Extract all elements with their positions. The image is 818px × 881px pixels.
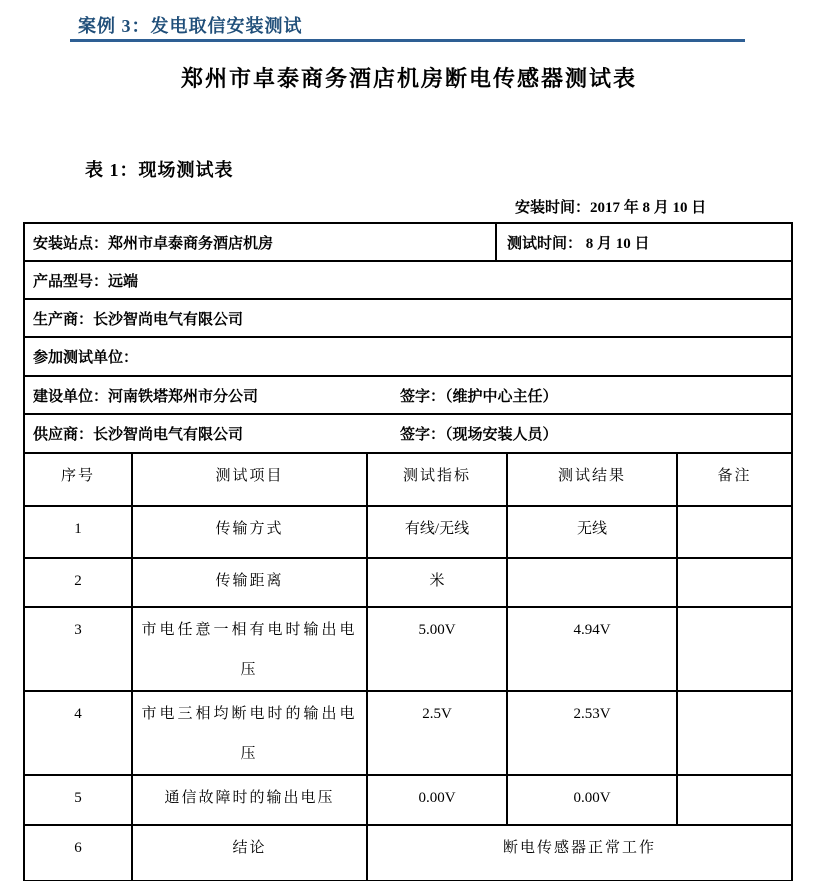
supplier-cell <box>25 415 558 452</box>
manufacturer-cell: 生产商：长沙智尚电气有限公司 <box>33 311 244 328</box>
indicator-cell: 0.00V <box>367 775 507 825</box>
builder-label: 建设单位：河南铁塔郑州市分公司 <box>33 388 259 405</box>
no-cell: 2 <box>25 558 132 607</box>
header-indicator: 测试指标 <box>367 454 507 506</box>
header-no: 序号 <box>25 454 132 506</box>
item-cell: 传输距离 <box>132 558 367 607</box>
test-row-5 <box>25 775 791 825</box>
test-row-3 <box>25 607 791 691</box>
test-time-cell: 测试时间： 8 月 10 日 <box>507 235 650 252</box>
result-cell <box>507 558 677 607</box>
header-item: 测试项目 <box>132 454 367 506</box>
test-results-table <box>25 454 791 880</box>
indicator-cell: 2.5V <box>367 691 507 775</box>
item-cell: 通信故障时的输出电压 <box>132 775 367 825</box>
conclusion-cell: 断电传感器正常工作 <box>502 840 656 856</box>
item-cell: 结论 <box>132 825 367 880</box>
supplier-label: 供应商：长沙智尚电气有限公司 <box>33 427 244 443</box>
product-model-cell: 产品型号：远端 <box>33 273 139 290</box>
install-time-label: 安装时间：2017 年 8 月 10 日 <box>515 200 707 216</box>
indicator-cell: 5.00V <box>367 607 507 691</box>
info-row-manufacturer <box>25 300 791 338</box>
test-row-1 <box>25 506 791 558</box>
note-cell <box>677 691 791 775</box>
heading-rule <box>70 39 745 42</box>
info-row-supplier <box>25 415 791 454</box>
case-heading: 案例 3：发电取信安装测试 <box>78 16 303 36</box>
no-cell: 3 <box>25 607 132 691</box>
builder-sign-label: 签字：（维护中心主任） <box>400 388 558 405</box>
no-cell: 6 <box>25 825 132 880</box>
result-cell: 4.94V <box>507 607 677 691</box>
info-row-builder <box>25 377 791 415</box>
test-row-4 <box>25 691 791 775</box>
test-row-6 <box>25 825 791 880</box>
result-cell: 2.53V <box>507 691 677 775</box>
result-cell: 0.00V <box>507 775 677 825</box>
station-cell: 安装站点：郑州市卓泰商务酒店机房 <box>25 224 497 260</box>
note-cell <box>677 775 791 825</box>
builder-cell <box>25 377 558 413</box>
table-caption: 表 1：现场测试表 <box>85 160 234 180</box>
info-row-station <box>25 224 791 262</box>
indicator-cell: 米 <box>367 558 507 607</box>
supplier-sign-label: 签字：（现场安装人员） <box>400 427 558 443</box>
info-row-product-model <box>25 262 791 300</box>
note-cell <box>677 607 791 691</box>
result-cell: 无线 <box>507 506 677 558</box>
no-cell: 5 <box>25 775 132 825</box>
test-header-row <box>25 454 791 506</box>
item-cell: 传输方式 <box>132 506 367 558</box>
header-result: 测试结果 <box>507 454 677 506</box>
document-title: 郑州市卓泰商务酒店机房断电传感器测试表 <box>180 66 637 91</box>
item-cell: 市电任意一相有电时输出电压 <box>132 607 367 691</box>
no-cell: 4 <box>25 691 132 775</box>
item-cell: 市电三相均断电时的输出电压 <box>132 691 367 775</box>
header-note: 备注 <box>677 454 791 506</box>
main-table <box>23 222 793 881</box>
test-row-2 <box>25 558 791 607</box>
info-row-participants <box>25 338 791 377</box>
note-cell <box>677 506 791 558</box>
indicator-cell: 有线/无线 <box>367 506 507 558</box>
note-cell <box>677 558 791 607</box>
participants-cell: 参加测试单位： <box>33 350 139 366</box>
no-cell: 1 <box>25 506 132 558</box>
